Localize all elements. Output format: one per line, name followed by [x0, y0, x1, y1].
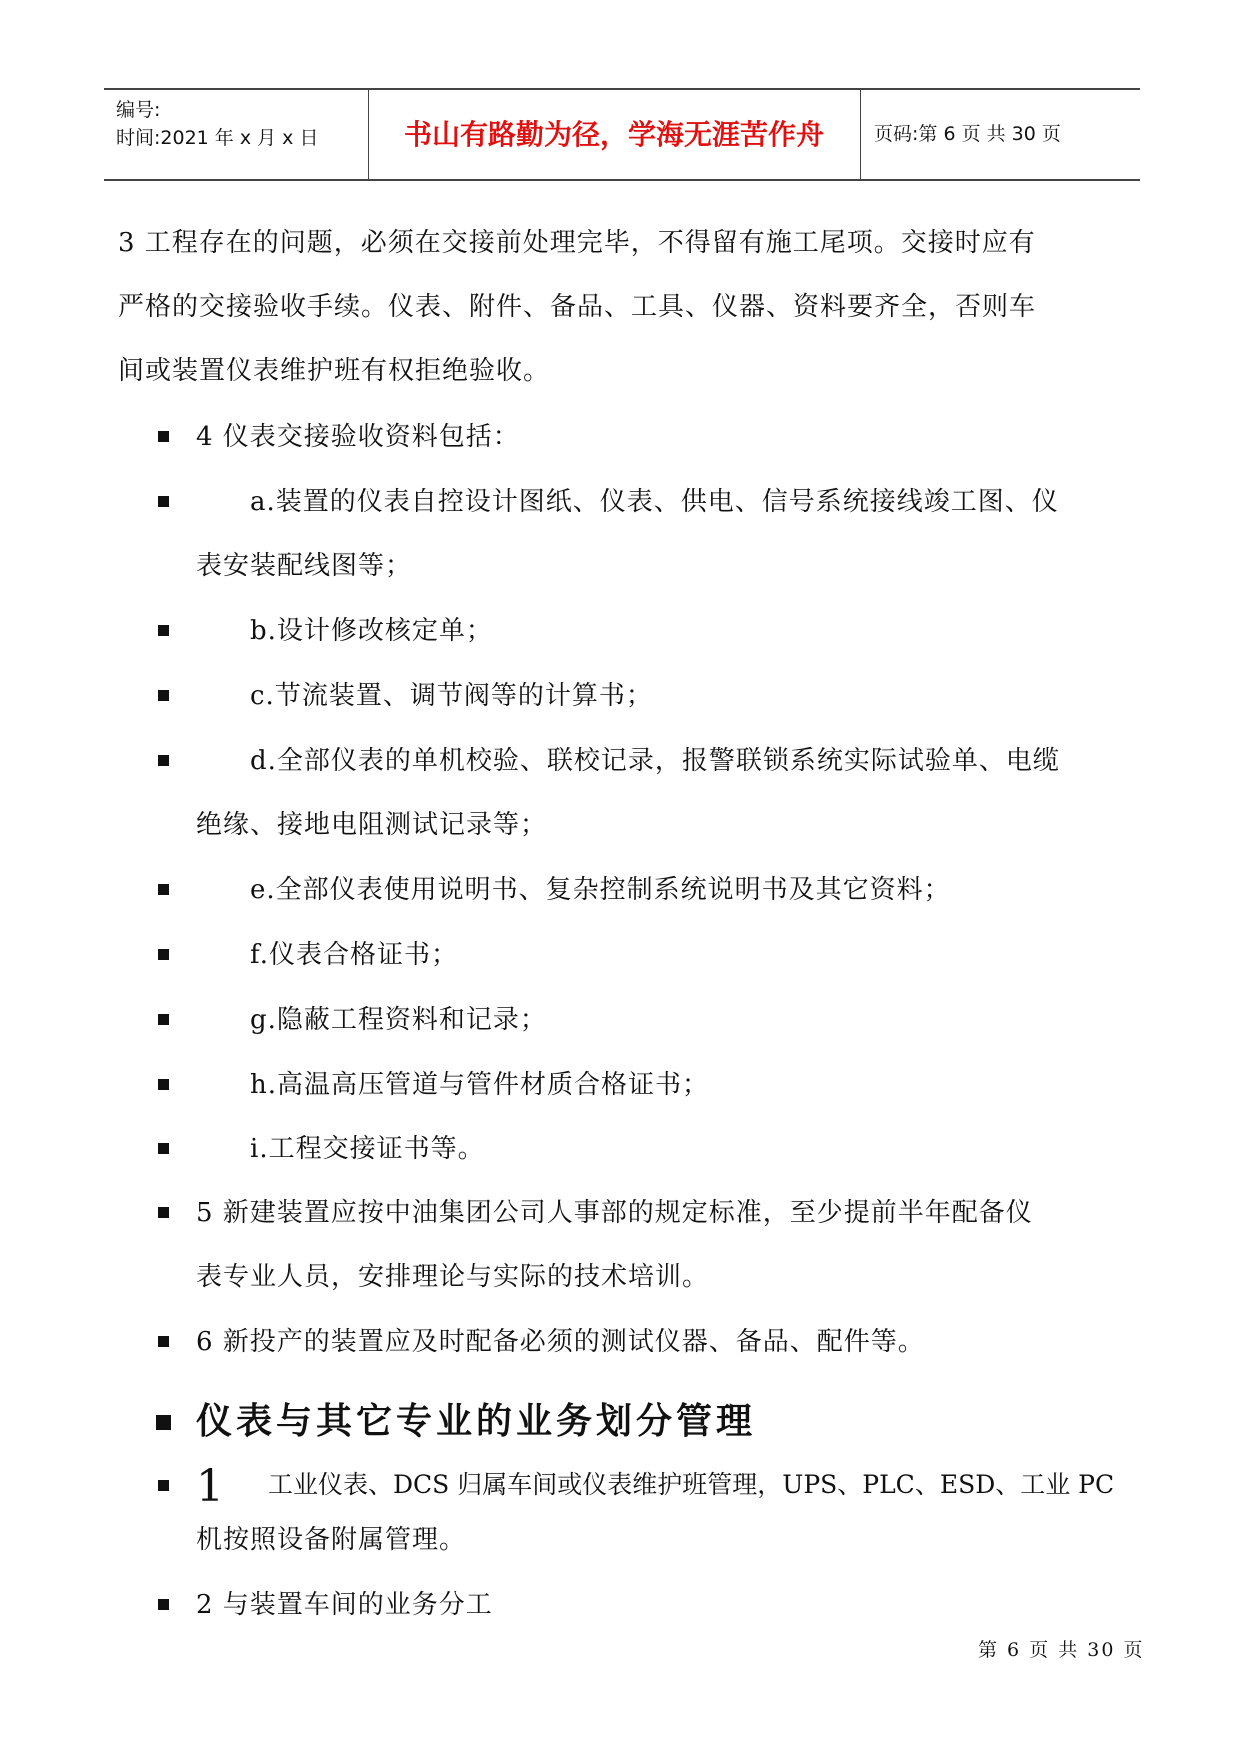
page-header — [104, 88, 1140, 181]
bullet-square — [158, 755, 169, 766]
header-divider-right — [860, 90, 861, 179]
bullet-square — [158, 431, 169, 442]
item5-line2: 表专业人员，安排理论与实际的技术培训。 — [196, 1262, 710, 1292]
item-d-line2: 绝缘、接地电阻测试记录等； — [196, 810, 548, 840]
item6: 6 新投产的装置应及时配备必须的测试仪器、备品、配件等。 — [196, 1327, 925, 1357]
item-h: h.高温高压管道与管件材质合格证书； — [250, 1070, 710, 1100]
bullet-square — [158, 625, 169, 636]
header-page-info: 页码:第 6 页 共 30 页 — [874, 123, 1061, 145]
time-label: 时间:2021 年 x 月 x 日 — [116, 127, 319, 149]
section-item1-number: 1 — [196, 1461, 224, 1512]
item-i: i.工程交接证书等。 — [250, 1134, 485, 1164]
item-g: g.隐蔽工程资料和记录； — [250, 1005, 547, 1035]
item-b: b.设计修改核定单； — [250, 616, 493, 646]
item-c: c.节流装置、调节阀等的计算书； — [250, 681, 653, 711]
section-item1-line1: 工业仪表、DCS 归属车间或仪表维护班管理，UPS、PLC、ESD、工业 PC — [268, 1470, 1115, 1499]
bullet-square — [158, 1599, 169, 1610]
bullet-square — [158, 1207, 169, 1218]
item-a-line2: 表安装配线图等； — [196, 551, 413, 581]
bullet-square — [158, 1079, 169, 1090]
bullet-square — [158, 1480, 169, 1491]
bullet-square — [156, 1415, 171, 1430]
para3-line1: 3 工程存在的问题，必须在交接前处理完毕，不得留有施工尾项。交接时应有 — [118, 228, 1036, 258]
item-d-line1: d.全部仪表的单机校验、联校记录，报警联锁系统实际试验单、电缆 — [250, 746, 1060, 776]
item4-title: 4 仪表交接验收资料包括： — [196, 422, 520, 452]
para3-line2: 严格的交接验收手续。仪表、附件、备品、工具、仪器、资料要齐全，否则车 — [118, 292, 1037, 322]
header-meta — [116, 96, 318, 152]
bullet-square — [158, 1143, 169, 1154]
bullet-square — [158, 1014, 169, 1025]
item-f: f.仪表合格证书； — [250, 940, 458, 970]
bullet-square — [158, 496, 169, 507]
section-title: 仪表与其它专业的业务划分管理 — [196, 1401, 757, 1442]
item-e: e.全部仪表使用说明书、复杂控制系统说明书及其它资料； — [250, 875, 951, 905]
bullet-square — [158, 1336, 169, 1347]
section-item2: 2 与装置车间的业务分工 — [196, 1590, 493, 1620]
header-motto: 书山有路勤为径，学海无涯苦作舟 — [403, 118, 824, 151]
section-item1-line2: 机按照设备附属管理。 — [196, 1525, 467, 1555]
bullet-square — [158, 690, 169, 701]
page-footer: 第 6 页 共 30 页 — [978, 1639, 1145, 1661]
para3-line3: 间或装置仪表维护班有权拒绝验收。 — [118, 356, 551, 386]
bullet-square — [158, 949, 169, 960]
bullet-square — [158, 884, 169, 895]
item-a-line1: a.装置的仪表自控设计图纸、仪表、供电、信号系统接线竣工图、仪 — [250, 487, 1059, 517]
item5-line1: 5 新建装置应按中油集团公司人事部的规定标准，至少提前半年配备仪 — [196, 1198, 1033, 1228]
serial-number-label: 编号: — [116, 99, 161, 121]
